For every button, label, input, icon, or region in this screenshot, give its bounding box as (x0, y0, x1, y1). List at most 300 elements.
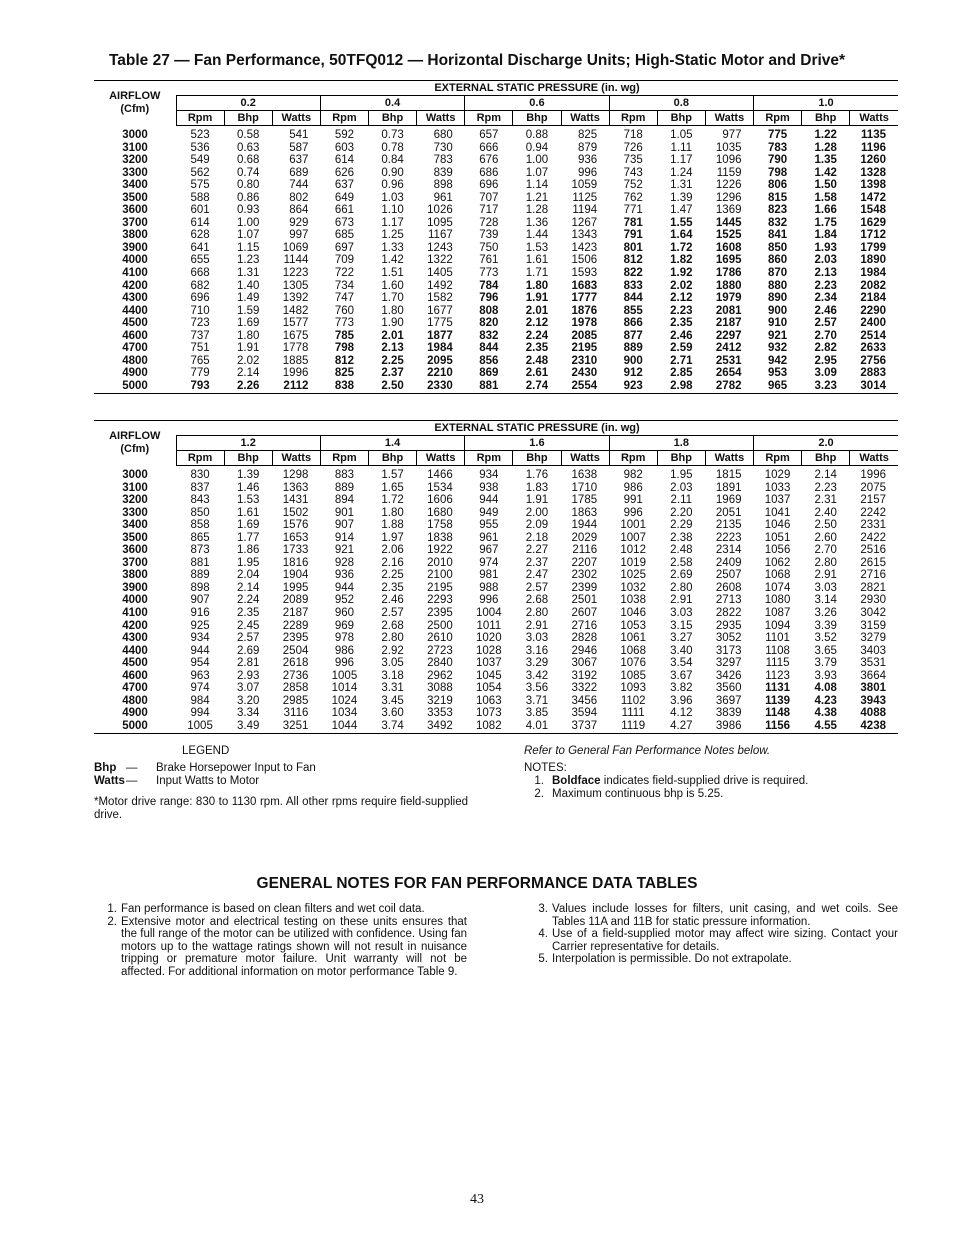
rpm-cell: 850 (767, 241, 788, 254)
watts-cell: 1775 (427, 317, 453, 330)
airflow-cell: 4600 (122, 329, 148, 342)
table-row (94, 267, 898, 280)
watts-cell: 961 (433, 191, 453, 204)
watts-cell: 1710 (571, 481, 598, 494)
watts-cell: 1144 (283, 254, 309, 267)
watts-cell: 1996 (860, 469, 886, 481)
rpm-cell: 751 (190, 342, 210, 355)
bhp-cell: 4.08 (814, 682, 837, 695)
rpm-cell: 785 (334, 329, 355, 342)
table-row (94, 607, 898, 620)
rpm-cell: 969 (334, 619, 355, 632)
rpm-cell: 967 (479, 544, 499, 557)
rpm-cell: 673 (334, 216, 355, 229)
watts-cell: 2822 (715, 607, 742, 620)
bhp-cell: 2.60 (814, 531, 837, 544)
watts-cell: 1305 (282, 279, 309, 292)
bhp-cell: 1.83 (525, 481, 549, 494)
watts-cell: 3251 (272, 720, 320, 734)
bhp-cell: 1.88 (381, 519, 404, 532)
rpm-cell: 921 (767, 329, 788, 342)
bhp-cell: 4.38 (814, 707, 837, 720)
bhp-cell: 3.14 (814, 594, 837, 607)
rpm-cell: 1068 (764, 569, 791, 582)
table-row (94, 657, 898, 670)
rpm-cell: 1044 (320, 720, 368, 734)
bhp-cell: 0.88 (525, 129, 549, 141)
airflow-cell: 4800 (122, 354, 148, 367)
bhp-header: Bhp (802, 111, 850, 126)
bhp-cell: 1.00 (236, 216, 260, 229)
bhp-cell: 2.80 (525, 607, 549, 620)
rpm-cell: 916 (190, 607, 210, 620)
bhp-cell: 2.14 (236, 367, 260, 380)
rpm-cell: 717 (479, 204, 499, 217)
note-2-num: 2. (534, 788, 544, 800)
watts-cell: 1431 (282, 494, 309, 507)
watts-cell: 2184 (860, 292, 886, 305)
bhp-cell: 1.82 (670, 254, 693, 267)
page-number: 43 (470, 1192, 484, 1207)
bhp-cell: 1.07 (525, 166, 549, 179)
watts-cell: 1226 (715, 179, 742, 192)
rpm-cell: 1028 (476, 644, 502, 657)
rpm-cell: 865 (190, 531, 210, 544)
bhp-cell: 3.20 (236, 694, 260, 707)
rpm-cell: 614 (334, 154, 355, 167)
general-note-item (532, 953, 898, 966)
airflow-cell: 3100 (122, 141, 148, 154)
rpm-header: Rpm (754, 451, 802, 466)
rpm-cell: 709 (334, 254, 355, 267)
rpm-cell: 996 (334, 657, 355, 670)
rpm-cell: 914 (334, 531, 355, 544)
bhp-cell: 1.17 (381, 216, 404, 229)
bhp-cell: 1.05 (670, 129, 693, 141)
watts-cell: 3560 (715, 682, 742, 695)
table-row (94, 254, 898, 267)
rpm-cell: 1115 (765, 657, 790, 670)
bhp-cell: 3.42 (525, 669, 549, 682)
watts-cell: 1576 (282, 519, 309, 532)
watts-cell: 2242 (860, 506, 886, 519)
bhp-cell: 1.72 (670, 241, 693, 254)
bhp-cell: 2.12 (670, 292, 693, 305)
bhp-cell: 0.84 (381, 154, 404, 167)
bhp-cell: 2.26 (224, 380, 272, 394)
watts-cell: 2223 (715, 531, 742, 544)
rpm-cell: 1014 (331, 682, 358, 695)
watts-cell: 1392 (282, 292, 309, 305)
bhp-cell: 2.71 (670, 354, 693, 367)
rpm-cell: 1020 (476, 632, 502, 645)
bhp-cell: 1.65 (381, 481, 404, 494)
bhp-cell: 3.74 (369, 720, 417, 734)
bhp-cell: 1.58 (814, 191, 837, 204)
rpm-cell: 837 (190, 481, 210, 494)
rpm-cell: 981 (479, 569, 499, 582)
rpm-cell: 1073 (476, 707, 502, 720)
watts-cell: 2756 (860, 354, 886, 367)
watts-cell: 2828 (571, 632, 598, 645)
bhp-cell: 1.80 (525, 279, 549, 292)
bhp-cell: 1.97 (381, 531, 404, 544)
bhp-cell: 2.46 (381, 594, 404, 607)
bhp-cell: 2.92 (381, 644, 404, 657)
rpm-cell: 603 (334, 141, 355, 154)
watts-cell: 2331 (860, 519, 886, 532)
watts-cell: 2430 (571, 367, 598, 380)
bhp-cell: 2.31 (814, 494, 837, 507)
watts-header: Watts (850, 111, 898, 126)
legend-watts-dash: — (126, 775, 138, 787)
bhp-cell: 3.16 (525, 644, 549, 657)
bhp-cell: 2.57 (525, 581, 549, 594)
watts-cell: 2615 (860, 556, 886, 569)
bhp-cell: 1.42 (814, 166, 837, 179)
rpm-cell: 1082 (465, 720, 513, 734)
rpm-cell: 1037 (764, 494, 791, 507)
rpm-cell: 894 (334, 494, 355, 507)
bhp-cell: 1.15 (236, 241, 260, 254)
bhp-cell: 3.03 (525, 632, 549, 645)
bhp-cell: 2.03 (814, 254, 837, 267)
bhp-cell: 2.50 (369, 380, 417, 394)
general-notes-left (101, 903, 467, 979)
bhp-header: Bhp (657, 111, 705, 126)
bhp-cell: 2.46 (670, 329, 693, 342)
watts-cell: 1059 (571, 179, 598, 192)
table-row (94, 494, 898, 507)
rpm-header: Rpm (465, 111, 513, 126)
watts-cell: 1035 (715, 141, 742, 154)
watts-cell: 3426 (715, 669, 742, 682)
watts-cell: 2100 (427, 569, 453, 582)
rpm-cell: 870 (767, 267, 788, 280)
rpm-cell: 536 (190, 141, 210, 154)
airflow-cell: 3900 (122, 241, 148, 254)
rpm-cell: 1053 (620, 619, 646, 632)
rpm-cell: 722 (334, 267, 355, 280)
rpm-cell: 726 (623, 141, 643, 154)
rpm-cell: 830 (190, 469, 210, 481)
bhp-cell: 1.77 (236, 531, 260, 544)
rpm-cell: 1034 (331, 707, 358, 720)
watts-cell: 1680 (427, 506, 453, 519)
bhp-cell: 3.31 (381, 682, 404, 695)
watts-cell: 1482 (282, 304, 309, 317)
watts-cell: 2293 (427, 594, 453, 607)
watts-cell: 1880 (715, 279, 742, 292)
watts-cell: 1944 (571, 519, 598, 532)
rpm-cell: 801 (623, 241, 643, 254)
bhp-cell: 1.66 (814, 204, 837, 217)
airflow-cell: 4700 (122, 682, 148, 695)
watts-cell: 2531 (715, 354, 742, 367)
esp-header: EXTERNAL STATIC PRESSURE (in. wg) (176, 81, 898, 96)
bhp-cell: 1.64 (670, 229, 693, 242)
bhp-cell: 1.55 (670, 216, 693, 229)
bhp-cell: 0.80 (236, 179, 260, 192)
watts-cell: 2395 (427, 607, 453, 620)
table-row (94, 670, 898, 683)
watts-cell: 2858 (282, 682, 309, 695)
watts-cell: 1398 (860, 179, 886, 192)
watts-cell: 3279 (860, 632, 886, 645)
table-row (94, 466, 898, 482)
bhp-cell: 3.40 (670, 644, 693, 657)
airflow-cell: 4100 (122, 607, 148, 620)
general-note-num: 2. (107, 915, 117, 928)
note-1-num: 1. (534, 775, 544, 787)
rpm-cell: 718 (623, 129, 643, 141)
rpm-cell: 954 (190, 657, 210, 670)
watts-cell: 1984 (427, 342, 453, 355)
rpm-cell: 928 (334, 556, 355, 569)
rpm-cell: 955 (479, 519, 499, 532)
bhp-cell: 3.96 (670, 694, 693, 707)
watts-cell: 825 (577, 129, 598, 141)
watts-cell: 1683 (571, 279, 598, 292)
rpm-cell: 866 (623, 317, 643, 330)
rpm-cell: 982 (623, 469, 643, 481)
airflow-cell: 5000 (94, 720, 176, 734)
watts-cell: 2157 (860, 494, 886, 507)
airflow-cell: 4800 (122, 694, 148, 707)
bhp-cell: 0.58 (236, 129, 260, 141)
rpm-cell: 844 (623, 292, 643, 305)
rpm-cell: 974 (190, 682, 210, 695)
watts-cell: 2821 (860, 581, 886, 594)
bhp-cell: 1.17 (670, 154, 693, 167)
rpm-cell: 1033 (764, 481, 791, 494)
bhp-cell: 1.92 (670, 267, 693, 280)
rpm-cell: 1080 (764, 594, 791, 607)
bhp-cell: 3.26 (814, 607, 837, 620)
watts-cell: 2716 (860, 569, 886, 582)
airflow-cell: 3600 (122, 204, 148, 217)
bhp-cell: 2.38 (670, 531, 693, 544)
airflow-cell: 3300 (122, 506, 148, 519)
table-row (94, 569, 898, 582)
rpm-cell: 996 (479, 594, 499, 607)
bhp-cell: 2.61 (525, 367, 549, 380)
rpm-cell: 739 (479, 229, 499, 242)
watts-cell: 1799 (860, 241, 886, 254)
bhp-cell: 3.67 (670, 669, 693, 682)
airflow-cell: 4000 (122, 594, 148, 607)
table-row (94, 342, 898, 355)
watts-cell: 1472 (860, 191, 886, 204)
rpm-cell: 707 (479, 191, 499, 204)
rpm-cell: 783 (767, 141, 788, 154)
watts-cell: 1167 (428, 229, 453, 242)
table-row (94, 645, 898, 658)
general-note-item (101, 916, 467, 979)
watts-cell: 730 (433, 141, 453, 154)
watts-header: Watts (705, 111, 753, 126)
bhp-cell: 2.80 (670, 581, 693, 594)
bhp-cell: 2.47 (525, 569, 549, 582)
rpm-cell: 1074 (764, 581, 791, 594)
bhp-cell: 2.34 (814, 292, 837, 305)
bhp-cell: 3.85 (525, 707, 549, 720)
rpm-cell: 1046 (764, 519, 791, 532)
bhp-cell: 2.37 (381, 367, 404, 380)
airflow-cell: 3000 (122, 468, 148, 481)
note-2-text: Maximum continuous bhp is 5.25. (552, 788, 724, 800)
rpm-cell: 1004 (476, 607, 502, 620)
fan-performance-table-1 (94, 80, 898, 394)
airflow-cell: 3400 (122, 179, 148, 192)
bhp-cell: 1.75 (814, 216, 837, 229)
watts-cell: 1260 (860, 154, 886, 167)
bhp-cell: 1.60 (381, 279, 404, 292)
note-2 (524, 788, 723, 802)
general-note-num: 4. (538, 928, 548, 941)
bhp-cell: 4.12 (670, 707, 693, 720)
table-row (94, 620, 898, 633)
bhp-cell: 1.86 (236, 544, 260, 557)
airflow-cell: 4300 (122, 632, 148, 645)
watts-cell: 1876 (571, 304, 598, 317)
rpm-header: Rpm (609, 451, 657, 466)
bhp-header: Bhp (657, 451, 705, 466)
rpm-cell: 996 (623, 506, 643, 519)
watts-cell: 3839 (715, 707, 742, 720)
airflow-label: AIRFLOW (109, 430, 161, 443)
bhp-cell: 1.61 (236, 506, 260, 519)
rpm-cell: 900 (767, 304, 788, 317)
bhp-cell: 2.70 (814, 329, 837, 342)
airflow-cell: 3700 (122, 216, 148, 229)
legend-bhp-term: Bhp (94, 762, 117, 774)
rpm-cell: 953 (767, 367, 788, 380)
bhp-cell: 2.13 (814, 267, 837, 280)
subheader-row (94, 451, 898, 466)
rpm-cell: 832 (767, 216, 788, 229)
rpm-cell: 961 (479, 531, 499, 544)
rpm-cell: 1054 (476, 682, 502, 695)
watts-cell: 2289 (282, 619, 309, 632)
watts-cell: 1343 (571, 229, 598, 242)
pressure-row (94, 436, 898, 451)
bhp-header: Bhp (224, 451, 272, 466)
bhp-cell: 0.78 (381, 141, 404, 154)
bhp-header: Bhp (802, 451, 850, 466)
rpm-cell: 723 (190, 317, 210, 330)
watts-cell: 1095 (427, 216, 453, 229)
bhp-cell: 1.24 (670, 166, 693, 179)
bhp-cell: 0.96 (381, 179, 404, 192)
table-row (94, 317, 898, 330)
rpm-cell: 823 (767, 204, 788, 217)
watts-cell: 1405 (427, 267, 453, 280)
general-note-text: Values include losses for filters, unit casing, and wet coils. See Tables 11A and 11B for static pressure information. (552, 903, 898, 928)
bhp-cell: 1.31 (670, 179, 693, 192)
watts-cell: 1629 (860, 216, 886, 229)
rpm-cell: 685 (334, 229, 355, 242)
watts-cell: 1069 (282, 241, 309, 254)
bhp-cell: 1.95 (236, 556, 260, 569)
watts-cell: 2051 (715, 506, 742, 519)
watts-cell: 2840 (427, 657, 453, 670)
bhp-cell: 2.35 (236, 607, 260, 620)
airflow-cell: 3800 (122, 569, 148, 582)
rpm-cell: 898 (190, 581, 210, 594)
bhp-cell: 2.69 (236, 644, 260, 657)
watts-cell: 744 (289, 179, 309, 192)
bhp-cell: 2.02 (236, 354, 260, 367)
bhp-cell: 1.50 (814, 179, 837, 192)
watts-cell: 1548 (860, 204, 886, 217)
bhp-cell: 2.20 (670, 506, 693, 519)
rpm-cell: 938 (479, 481, 499, 494)
watts-cell: 3456 (571, 694, 598, 707)
watts-cell: 1267 (571, 216, 598, 229)
legend-watts (94, 775, 259, 789)
rpm-cell: 765 (190, 354, 210, 367)
rpm-cell: 588 (190, 191, 210, 204)
watts-cell: 1492 (427, 279, 453, 292)
watts-cell: 2935 (715, 619, 742, 632)
watts-cell: 2501 (571, 594, 598, 607)
rpm-header: Rpm (176, 111, 224, 126)
bhp-cell: 2.23 (814, 279, 837, 292)
watts-cell: 2029 (571, 531, 598, 544)
rpm-cell: 986 (623, 481, 643, 494)
bhp-cell: 2.91 (525, 619, 549, 632)
rpm-cell: 890 (767, 292, 788, 305)
bhp-cell: 3.39 (814, 619, 837, 632)
bhp-cell: 2.11 (670, 494, 693, 507)
bhp-cell: 3.79 (814, 657, 837, 670)
general-note-text: Use of a field-supplied motor may affect wire sizing. Contact your Carrier representative for details. (552, 928, 898, 953)
rpm-header: Rpm (176, 451, 224, 466)
watts-cell: 1363 (282, 481, 309, 494)
rpm-cell: 781 (623, 216, 643, 229)
bhp-cell: 1.21 (525, 191, 549, 204)
watts-cell: 637 (289, 154, 309, 167)
rpm-cell: 934 (190, 632, 210, 645)
watts-cell: 2654 (715, 367, 742, 380)
watts-cell: 1322 (427, 254, 453, 267)
watts-cell: 3116 (283, 707, 309, 720)
rpm-cell: 798 (767, 166, 788, 179)
watts-cell: 2195 (427, 581, 453, 594)
watts-cell: 1863 (571, 506, 598, 519)
watts-cell: 1891 (715, 481, 742, 494)
airflow-cell: 3800 (122, 229, 148, 242)
pressure-header: 0.4 (320, 96, 464, 111)
watts-cell: 587 (289, 141, 309, 154)
bhp-cell: 0.68 (236, 154, 260, 167)
watts-cell: 2409 (715, 556, 742, 569)
rpm-cell: 1148 (765, 707, 791, 720)
bhp-cell: 3.09 (814, 367, 837, 380)
watts-cell: 2782 (705, 380, 753, 394)
rpm-cell: 1038 (620, 594, 646, 607)
bhp-cell: 1.70 (381, 292, 404, 305)
rpm-cell: 562 (190, 166, 210, 179)
watts-cell: 1885 (282, 354, 309, 367)
rpm-cell: 747 (334, 292, 355, 305)
rpm-cell: 812 (334, 354, 355, 367)
bhp-cell: 2.35 (670, 317, 693, 330)
rpm-cell: 936 (334, 569, 355, 582)
watts-cell: 689 (289, 166, 309, 179)
watts-cell: 2716 (571, 619, 598, 632)
